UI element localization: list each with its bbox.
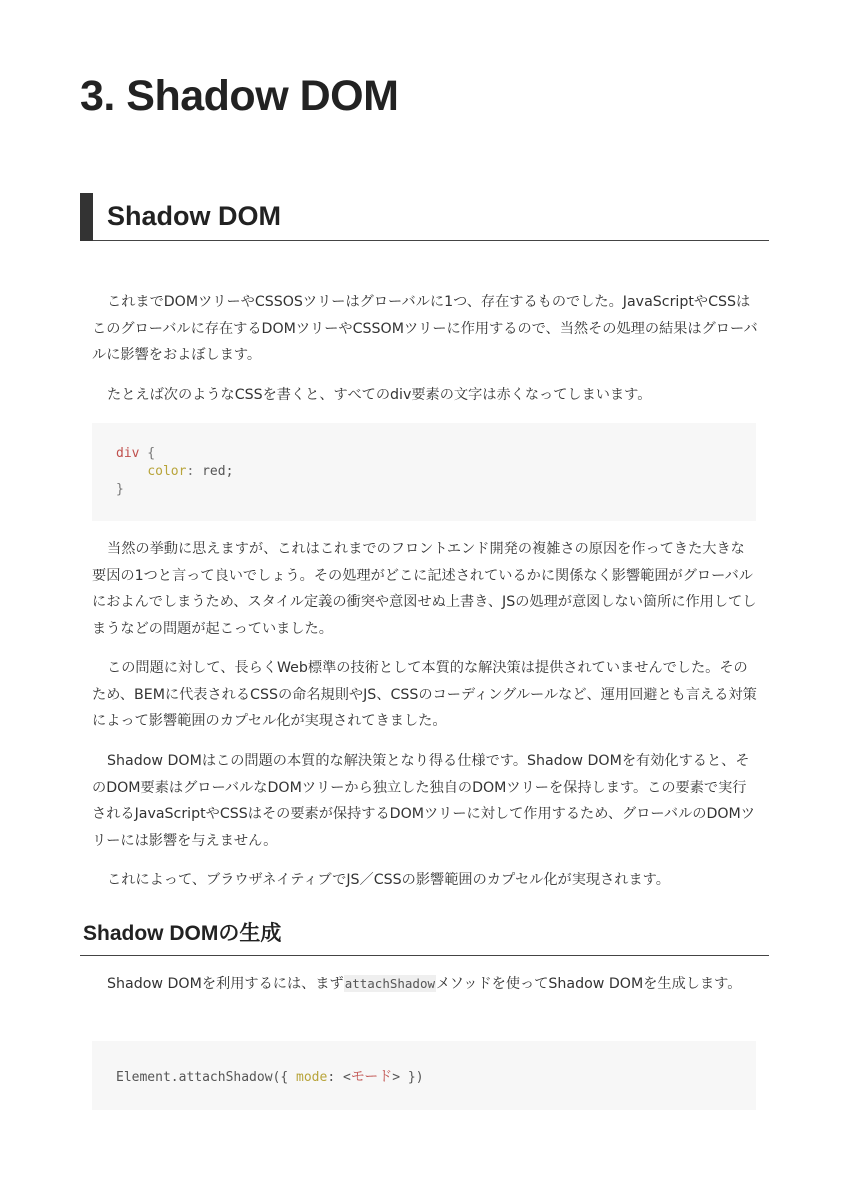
paragraph-attach-shadow-before: Shadow DOMを利用するには、まず — [107, 976, 344, 992]
code-js-suffix: }) — [400, 1070, 424, 1085]
subsection-title: Shadow DOMの生成 — [83, 922, 282, 945]
code-js-prefix: Element.attachShadow({ — [116, 1070, 297, 1085]
code-line-1 — [116, 445, 732, 463]
subsection-heading — [80, 913, 769, 956]
code-js-colon: : — [327, 1070, 343, 1085]
code-open-brace: { — [139, 446, 156, 461]
paragraph-problem: 当然の挙動に思えますが、これはこれまでのフロントエンド開発の複雑さの原因を作ってきた大きな要因の1つと言って良いでしょう。その処理がどこに記述されているかに関係なく影響範囲がグローバルにおよんでしまうため、スタイル定義の衝突や意図せぬ上書き、JSの処理が意図しない箇所に作用してしまうなどの問題が起こっていました。 — [92, 541, 757, 637]
code-line-2 — [116, 463, 732, 481]
code-selector: div — [116, 446, 140, 461]
code-colon: : — [186, 464, 203, 479]
paragraph-css-example: たとえば次のようなCSSを書くと、すべてのdiv要素の文字は赤くなってしまいます。 — [107, 387, 652, 403]
code-js-placeholder: モード — [350, 1069, 393, 1085]
section-heading-bar — [80, 193, 93, 241]
code-close-brace: } — [116, 482, 124, 497]
code-line-3 — [116, 481, 732, 499]
paragraph-attach-shadow-after: メソッドを使ってShadow DOMを生成します。 — [436, 976, 742, 992]
section-heading — [80, 193, 769, 241]
chapter-title: 3. Shadow DOM — [80, 72, 399, 120]
code-property: color — [147, 464, 187, 479]
code-block-js — [92, 1041, 756, 1110]
code-block-css — [92, 423, 756, 521]
section-title: Shadow DOM — [107, 201, 281, 231]
paragraph-intro: これまでDOMツリーやCSSOSツリーはグローバルに1つ、存在するものでした。JavaScriptやCSSはこのグローバルに存在するDOMツリーやCSSOMツリーに作用するので、当然その処理の結果はグローバルに影響をおよぼします。 — [92, 294, 758, 363]
paragraph-encapsulation: これによって、ブラウザネイティブでJS／CSSの影響範囲のカプセル化が実現されます。 — [107, 872, 670, 888]
code-js-key: mode — [296, 1070, 328, 1085]
code-js-gt: > — [392, 1070, 401, 1085]
paragraph-attach-shadow — [92, 971, 758, 998]
paragraph-solution: Shadow DOMはこの問題の本質的な解決策となり得る仕様です。Shadow DOMを有効化すると、そのDOM要素はグローバルなDOMツリーから独立した独自のDOMツリーを保持します。この要素で実行されるJavaScriptやCSSはその要素が保持するDOMツリーに対して作用するため、グローバルのDOMツリーには影響を与えません。 — [92, 753, 755, 849]
code-js-lt: < — [342, 1070, 351, 1085]
code-indent — [116, 464, 147, 479]
code-line-attach — [116, 1068, 732, 1087]
code-value: red; — [202, 464, 234, 479]
paragraph-workarounds: この問題に対して、長らくWeb標準の技術として本質的な解決策は提供されていませんでした。そのため、BEMに代表されるCSSの命名規則やJS、CSSのコーディングルールなど、運用回避とも言える対策によって影響範囲のカプセル化が実現されてきました。 — [92, 660, 757, 729]
inline-code-attach-shadow: attachShadow — [344, 976, 436, 991]
